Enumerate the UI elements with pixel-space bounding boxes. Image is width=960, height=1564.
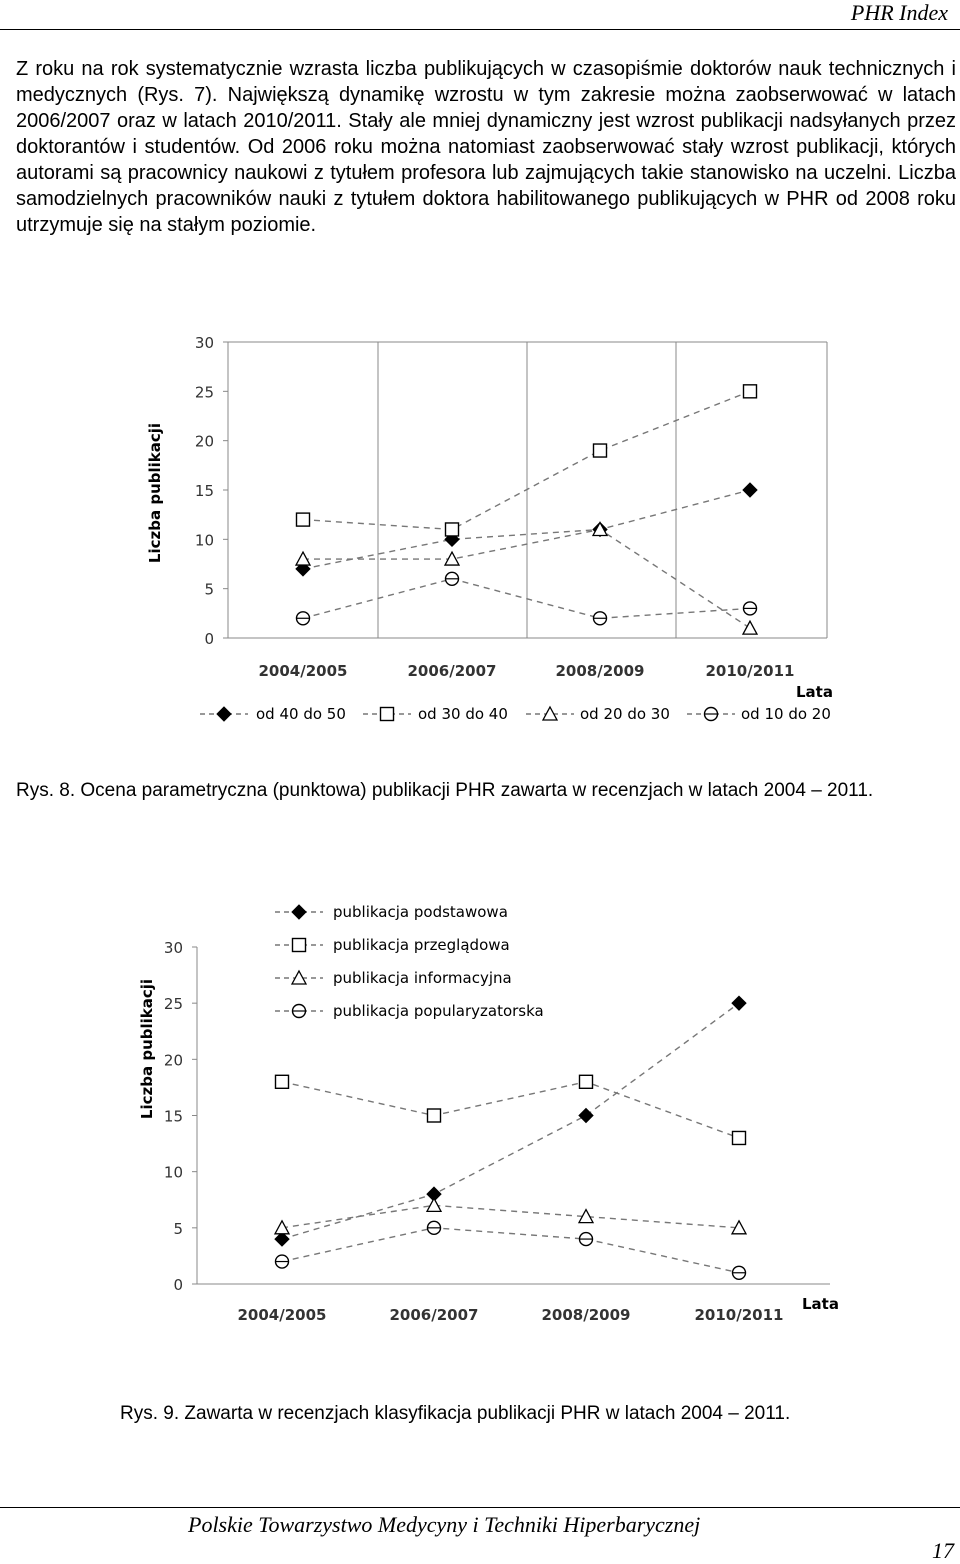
footer-publisher: Polskie Towarzystwo Medycyny i Techniki Hiperbarycznej xyxy=(188,1512,701,1537)
page-number: 17 xyxy=(932,1538,954,1563)
chart2-series-line-2 xyxy=(282,1205,739,1227)
chart2-legend-item-3 xyxy=(275,1002,544,1020)
chart2-category-label: 2006/2007 xyxy=(389,1306,479,1324)
chart2-legend-label-1: publikacja przeglądowa xyxy=(333,936,510,954)
chart1-legend-label-2: od 20 do 30 xyxy=(580,705,670,723)
chart2-series-1-point xyxy=(580,1075,593,1088)
chart1-legend-label-3: od 10 do 20 xyxy=(741,705,831,723)
chart2-series-2 xyxy=(275,1198,746,1233)
chart1-series-0-point xyxy=(743,483,757,497)
body-paragraph: Z roku na rok systematycznie wzrasta liczba publikujących w czasopiśmie doktorów nauk technicznych i medycznych (Rys. 7). Największą dynamikę wzrostu w tym zakresie można zaobserwować w latach 2006/2007 oraz w latach 2010/2011. Stały ale mniej dynamiczny jest wzrost publikacji nadsyłanych przez doktorantów i studentów. Od 2006 roku można natomiast zaobserwować stały wzrost publikacji, których autorami są pracownicy naukowi z tytułem profesora lub zajmujących takie stanowisko na uczelni. Liczba samodzielnych pracowników nauki z tytułem doktora habilitowanego publikujących w PHR od 2008 roku utrzymuje się na stałym poziomie. xyxy=(16,58,956,236)
chart2-series-0-point xyxy=(579,1109,593,1123)
chart2-ytick-label: 20 xyxy=(163,1051,183,1070)
chart2-category-label: 2004/2005 xyxy=(237,1306,327,1324)
chart1-category-label: 2008/2009 xyxy=(555,662,645,680)
running-header: PHR Index xyxy=(850,0,948,25)
chart2-legend-item-2 xyxy=(275,969,512,987)
header-rule xyxy=(0,29,960,30)
figure-8-svg xyxy=(0,315,960,745)
chart1-legend-marker-0 xyxy=(217,707,231,721)
chart2-series-0 xyxy=(275,996,746,1246)
chart2-series-line-3 xyxy=(282,1228,739,1273)
chart1-ytick-label: 15 xyxy=(194,482,214,500)
chart2-series-1-point xyxy=(276,1075,289,1088)
chart1-series-1-point xyxy=(744,385,757,398)
chart1-series-2-point xyxy=(743,621,757,634)
chart2-legend-item-1 xyxy=(275,936,510,954)
chart2-category-label: 2010/2011 xyxy=(694,1306,784,1324)
chart2-series-line-1 xyxy=(282,1082,739,1138)
chart1-legend-item-3 xyxy=(687,705,831,723)
figure-8-caption: Rys. 8. Ocena parametryczna (punktowa) publikacji PHR zawarta w recenzjach w latach 2004 – 2011. xyxy=(16,780,874,801)
chart2-legend-marker-1 xyxy=(293,939,306,952)
chart1-x-axis-title: Lata xyxy=(796,683,833,701)
chart2-y-axis-title: Liczba publikacji xyxy=(138,978,156,1120)
chart1-legend-item-0 xyxy=(200,705,346,723)
chart1-ytick-label: 5 xyxy=(204,580,214,599)
chart1-legend-item-2 xyxy=(526,705,670,723)
chart2-ytick-label: 10 xyxy=(163,1163,183,1182)
chart1-legend-label-1: od 30 do 40 xyxy=(418,705,508,723)
chart1-ytick-label: 0 xyxy=(204,630,214,648)
figure-8-chart xyxy=(0,315,960,745)
chart2-x-axis-title: Lata xyxy=(802,1295,839,1313)
chart1-series-1-point xyxy=(594,444,607,457)
chart1-y-axis-title: Liczba publikacji xyxy=(146,422,164,564)
chart2-ytick-label: 5 xyxy=(173,1219,183,1238)
chart1-category-label: 2010/2011 xyxy=(705,662,795,680)
chart2-ytick-label: 15 xyxy=(163,1107,183,1126)
figure-9-svg xyxy=(0,890,960,1330)
chart2-legend-label-2: publikacja informacyjna xyxy=(333,969,512,987)
chart2-series-1 xyxy=(276,1075,746,1144)
chart2-category-label: 2008/2009 xyxy=(541,1306,631,1324)
chart2-ytick-label: 0 xyxy=(173,1276,183,1294)
chart1-legend-label-0: od 40 do 50 xyxy=(256,705,346,723)
chart1-ytick-label: 20 xyxy=(194,432,214,451)
chart1-category-label: 2006/2007 xyxy=(407,662,497,680)
figure-9-caption: Rys. 9. Zawarta w recenzjach klasyfikacja publikacji PHR w latach 2004 – 2011. xyxy=(120,1403,791,1424)
chart1-series-1-point xyxy=(446,523,459,536)
chart2-ytick-label: 25 xyxy=(163,995,183,1014)
chart1-ytick-label: 30 xyxy=(194,334,214,352)
chart2-legend-label-0: publikacja podstawowa xyxy=(333,903,508,921)
chart1-ytick-label: 25 xyxy=(194,383,214,402)
chart1-legend-marker-1 xyxy=(381,708,394,721)
chart2-legend-marker-0 xyxy=(292,905,306,919)
footer-rule xyxy=(0,1507,960,1508)
chart1-legend-item-1 xyxy=(363,705,508,723)
chart1-ytick-label: 10 xyxy=(194,531,214,550)
chart2-series-2-point xyxy=(427,1198,441,1211)
chart1-category-label: 2004/2005 xyxy=(258,662,348,680)
figure-9-chart xyxy=(0,890,960,1330)
chart2-series-line-0 xyxy=(282,1003,739,1239)
chart2-series-1-point xyxy=(428,1109,441,1122)
chart2-series-0-point xyxy=(732,996,746,1010)
chart2-legend-item-0 xyxy=(275,903,508,921)
chart2-ytick-label: 30 xyxy=(163,939,183,957)
chart2-series-3 xyxy=(276,1221,746,1279)
chart2-series-1-point xyxy=(733,1131,746,1144)
chart2-legend-label-3: publikacja popularyzatorska xyxy=(333,1002,544,1020)
chart1-series-1-point xyxy=(297,513,310,526)
